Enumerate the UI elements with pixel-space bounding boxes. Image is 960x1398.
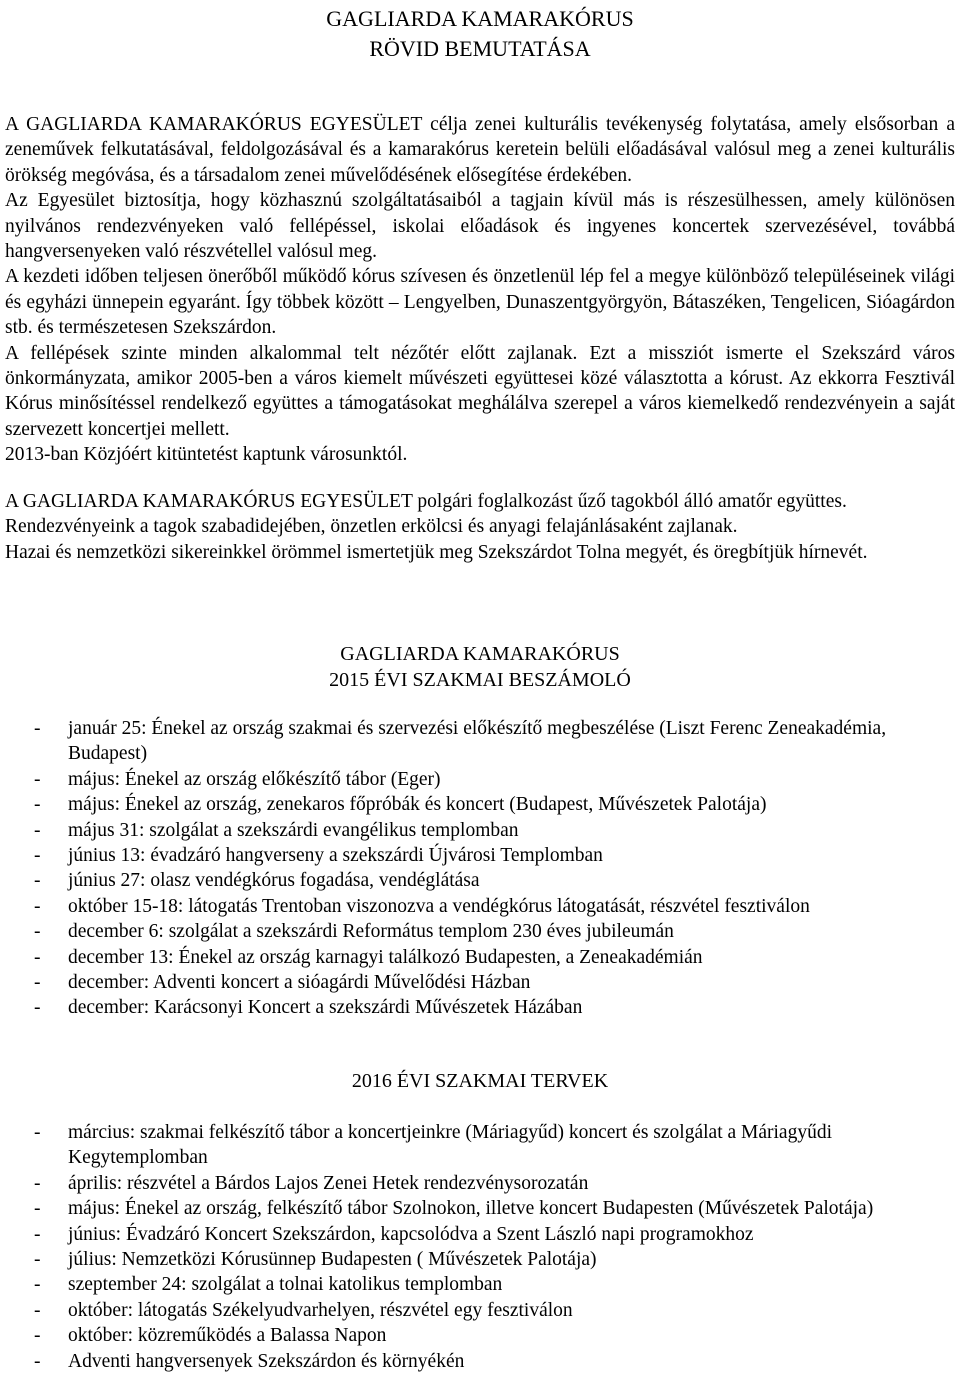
list-item	[0, 919, 950, 944]
list-item	[0, 818, 950, 843]
list-item-text: március: szakmai felkészítő tábor a koncertjeinkre (Máriagyűd) koncert és szolgálat a Máriagyűdi Kegytemplomban	[68, 1122, 832, 1169]
list-item-text: május 31: szolgálat a szekszárdi evangélikus templomban	[68, 819, 519, 841]
title-line: GAGLIARDA KAMARAKÓRUS	[326, 6, 634, 31]
dash-bullet: -	[34, 768, 41, 790]
dash-bullet: -	[34, 946, 41, 968]
list-item-text: június 27: olasz vendégkórus fogadása, vendéglátása	[68, 870, 480, 892]
list-item-text: december: Karácsonyi Koncert a szekszárdi Művészetek Házában	[68, 997, 583, 1019]
dash-bullet: -	[34, 972, 41, 994]
report-heading	[0, 641, 960, 693]
intro-paragraph: A kezdeti időben teljesen önerőből működő kórus szívesen és önzetlenül lép fel a megye különböző településeinek világi és egyházi ünnepein egyaránt. Így többek között – Lengyelben, Dunaszentgyörgyön, Bátaszéken, Tengelicen, Sióagárdon stb. és természetesen Szekszárdon.	[5, 266, 955, 339]
report-subtitle: 2015 ÉVI SZAKMAI BESZÁMOLÓ	[329, 669, 631, 691]
list-item-text: május: Énekel az ország előkészítő tábor (Eger)	[68, 768, 441, 790]
dash-bullet: -	[34, 1122, 41, 1143]
dash-bullet: -	[34, 921, 41, 943]
list-item-text: június 13: évadzáró hangverseny a szekszárdi Újvárosi Templomban	[68, 845, 603, 867]
dash-bullet: -	[34, 895, 41, 917]
intro-paragraph: Az Egyesület biztosítja, hogy közhasznú szolgáltatásaiból a tagjain kívül más is részesülhessen, amely különösen nyilvános rendezvényeken való fellépéssel, iskolai előadások és ingyenes koncertek szervezésével, továbbá hangversenyeken való részvétellel valósul meg.	[5, 190, 955, 263]
plans-heading	[0, 1068, 960, 1094]
list-item	[0, 1272, 950, 1297]
list-item	[0, 868, 950, 893]
list-item-text: január 25: Énekel az ország szakmai és szervezési előkészítő megbeszélése (Liszt Ferenc Zeneakadémia, Budapest)	[68, 718, 887, 765]
list-item-text: május: Énekel az ország, felkészítő tábor Szolnokon, illetve koncert Budapesten (Művészetek Palotája)	[68, 1198, 874, 1220]
list-item-text: október: közreműködés a Balassa Napon	[68, 1325, 387, 1347]
list-item	[0, 767, 950, 792]
list-item-text: Adventi hangversenyek Szekszárdon és környékén	[68, 1350, 465, 1372]
dash-bullet: -	[34, 1350, 41, 1372]
plans-title: 2016 ÉVI SZAKMAI TERVEK	[351, 1070, 609, 1092]
list-item	[0, 1222, 950, 1247]
list-item-text: június: Évadzáró Koncert Szekszárdon, kapcsolódva a Szent László napi programokhoz	[68, 1223, 754, 1245]
dash-bullet: -	[34, 819, 41, 841]
list-item	[0, 1171, 950, 1196]
list-item-text: október 15-18: látogatás Trentoban viszonozva a vendégkórus látogatását, részvétel fesztiválon	[68, 895, 810, 917]
plans-list	[0, 1120, 950, 1374]
dash-bullet: -	[34, 997, 41, 1019]
dash-bullet: -	[34, 1223, 41, 1245]
dash-bullet: -	[34, 870, 41, 892]
document-title	[0, 4, 960, 64]
report-title: GAGLIARDA KAMARAKÓRUS	[340, 643, 620, 665]
list-item-text: szeptember 24: szolgálat a tolnai katolikus templomban	[68, 1274, 503, 1296]
list-item-text: július: Nemzetközi Kórusünnep Budapesten ( Művészetek Palotája)	[68, 1249, 597, 1271]
dash-bullet: -	[34, 845, 41, 867]
list-item	[0, 1247, 950, 1272]
dash-bullet: -	[34, 1198, 41, 1220]
list-item	[0, 970, 950, 995]
about-paragraph: A GAGLIARDA KAMARAKÓRUS EGYESÜLET polgári foglalkozást űző tagokból álló amatőr együttes.	[5, 491, 847, 512]
dash-bullet: -	[34, 718, 41, 739]
intro-paragraph: 2013-ban Közjóért kitüntetést kaptunk városunktól.	[5, 444, 408, 466]
list-item	[0, 843, 950, 868]
list-item	[0, 1349, 950, 1374]
list-item-text: október: látogatás Székelyudvarhelyen, részvétel egy fesztiválon	[68, 1299, 573, 1321]
dash-bullet: -	[34, 794, 41, 816]
list-item	[0, 1298, 950, 1323]
list-item	[0, 1120, 950, 1171]
dash-bullet: -	[34, 1325, 41, 1347]
about-paragraph: Rendezvényeink a tagok szabadidejében, önzetlen erkölcsi és anyagi felajánlásaként zajlanak.	[5, 516, 738, 538]
list-item-text: december 13: Énekel az ország karnagyi találkozó Budapesten, a Zeneakadémián	[68, 946, 703, 968]
list-item-text: május: Énekel az ország, zenekaros főpróbák és koncert (Budapest, Művészetek Palotája)	[68, 794, 767, 816]
list-item	[0, 894, 950, 919]
about-section	[5, 489, 955, 565]
list-item	[0, 995, 950, 1020]
list-item	[0, 716, 950, 767]
report-list	[0, 716, 950, 1021]
dash-bullet: -	[34, 1299, 41, 1321]
dash-bullet: -	[34, 1274, 41, 1296]
list-item	[0, 1323, 950, 1348]
list-item-text: december 6: szolgálat a szekszárdi Református templom 230 éves jubileumán	[68, 921, 674, 943]
list-item	[0, 1196, 950, 1221]
intro-paragraph: A GAGLIARDA KAMARAKÓRUS EGYESÜLET célja zenei kulturális tevékenység folytatása, amely elsősorban a zeneművek felkutatásával, feldolgozásával és a kamarakórus keretein belüli előadásával valósul meg a zenei kulturális örökség megóvása, és a társadalom zenei művelődésének elősegítése érdekében.	[5, 114, 955, 186]
list-item-text: december: Adventi koncert a sióagárdi Művelődési Házban	[68, 972, 531, 994]
subtitle-line: RÖVID BEMUTATÁSA	[369, 36, 591, 61]
dash-bullet: -	[34, 1172, 41, 1194]
intro-section	[5, 112, 955, 468]
intro-paragraph: A fellépések szinte minden alkalommal telt nézőtér előtt zajlanak. Ezt a missziót ismerte el Szekszárd város önkormányzata, amikor 2005-ben a város kiemelt művészeti együttesei közé választotta a kórust. Az ekkorra Fesztivál Kórus minősítéssel rendelkező együttes a támogatásokat meghálálva szerepel a város kiemelkedő rendezvényein a saját szervezett koncertjei mellett.	[5, 342, 955, 440]
list-item	[0, 945, 950, 970]
list-item-text: április: részvétel a Bárdos Lajos Zenei Hetek rendezvénysorozatán	[68, 1172, 589, 1194]
dash-bullet: -	[34, 1249, 41, 1271]
list-item	[0, 792, 950, 817]
about-paragraph: Hazai és nemzetközi sikereinkkel örömmel ismertetjük meg Szekszárdot Tolna megyét, és öregbítjük hírnevét.	[5, 541, 868, 563]
